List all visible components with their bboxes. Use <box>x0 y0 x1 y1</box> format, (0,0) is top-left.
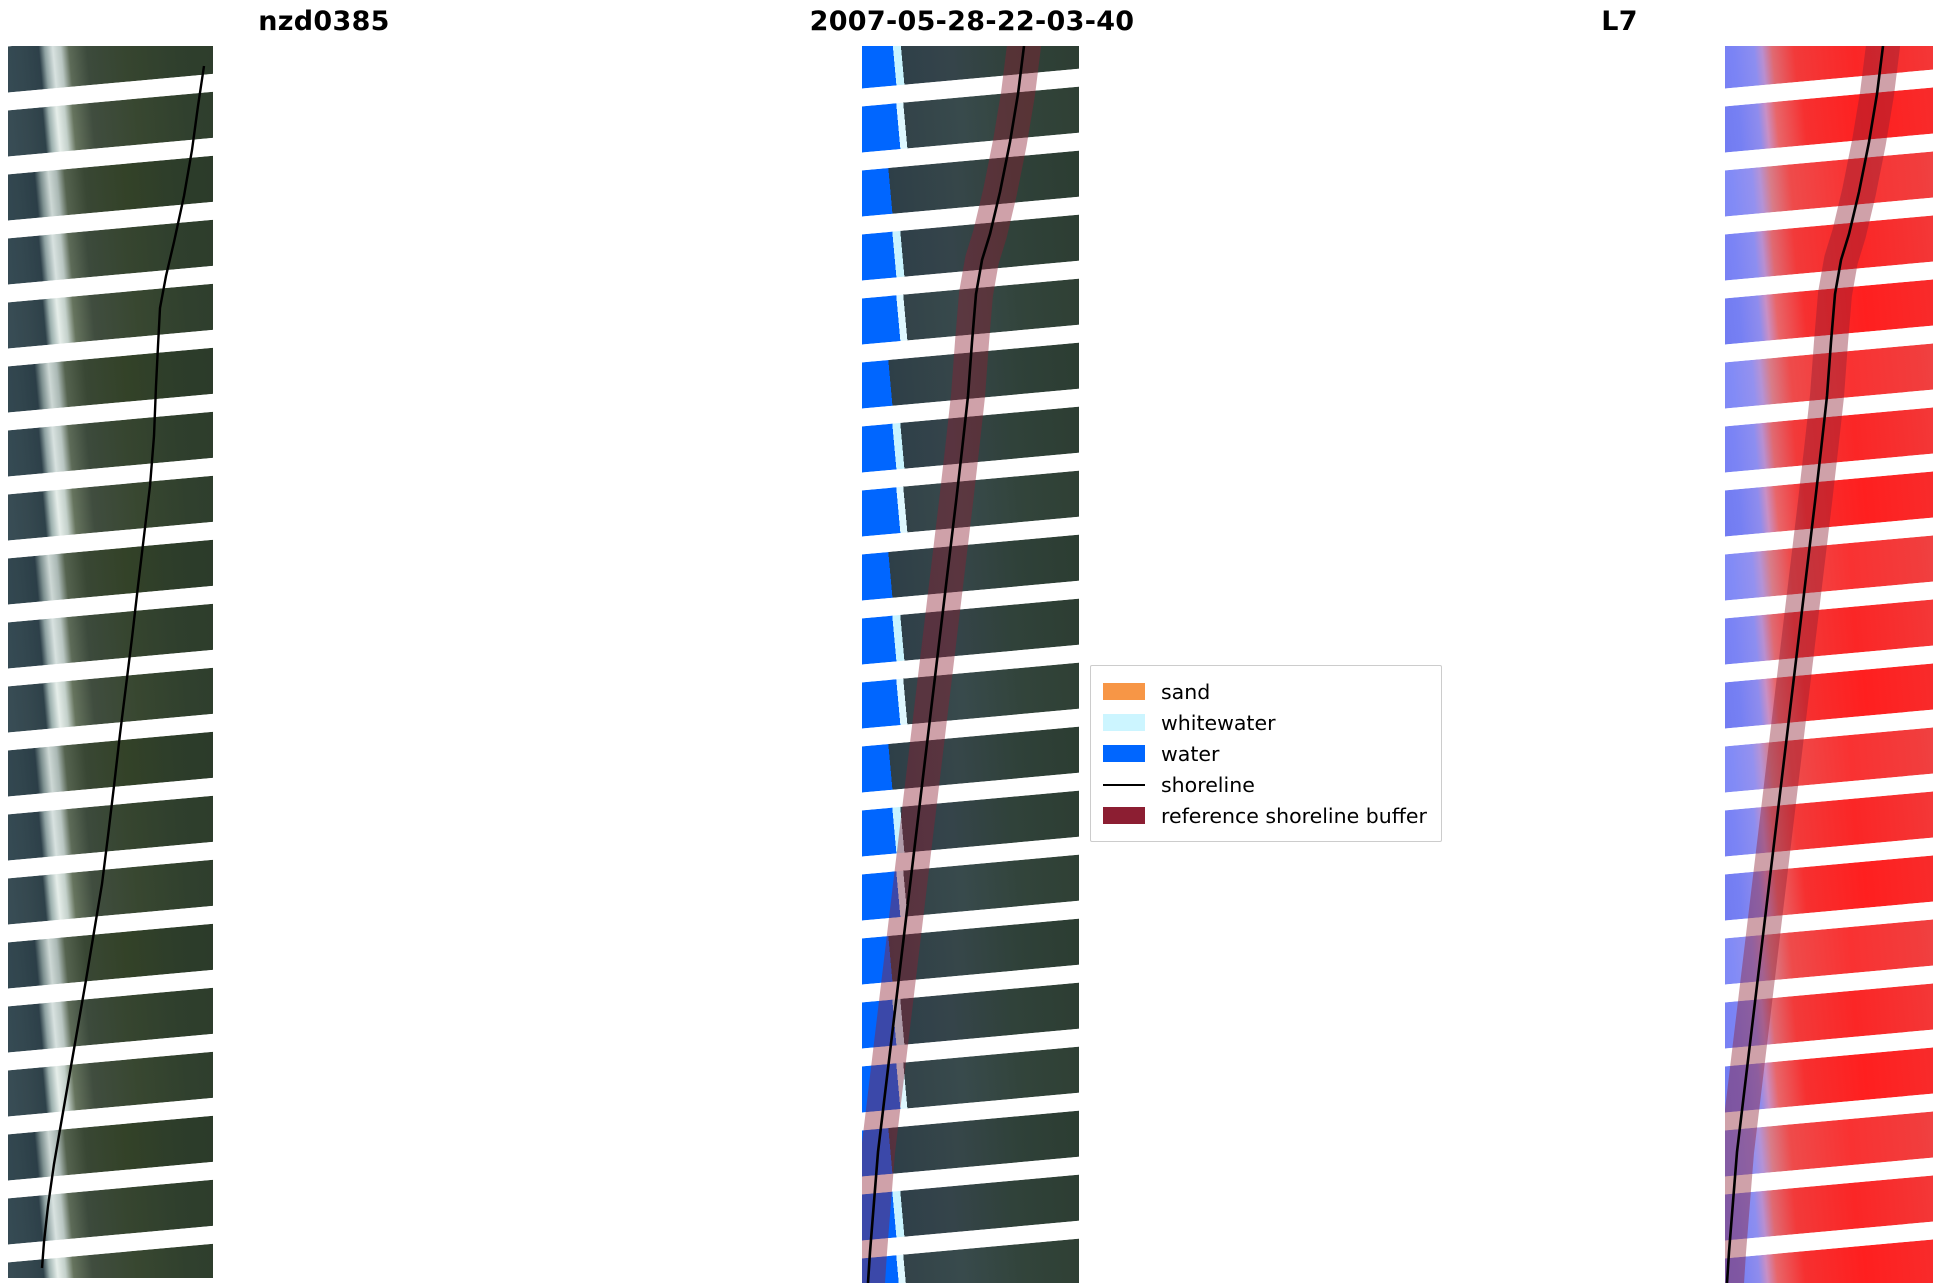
legend-item-whitewater <box>1103 707 1429 738</box>
legend-item-water <box>1103 738 1429 769</box>
legend-label-water: water <box>1161 741 1220 766</box>
legend-swatch-water <box>1103 745 1145 762</box>
legend-swatch-reference-shoreline-buffer <box>1103 807 1145 824</box>
legend-item-sand <box>1103 676 1429 707</box>
legend-label-whitewater: whitewater <box>1161 710 1276 735</box>
legend <box>1090 665 1442 842</box>
axes-index-image <box>1725 46 1933 1283</box>
legend-swatch-sand <box>1103 683 1145 700</box>
index-strip-stack <box>1725 46 1933 1283</box>
panel-rgb-title: nzd0385 <box>258 6 390 37</box>
legend-label-reference-shoreline-buffer: reference shoreline buffer <box>1161 803 1427 828</box>
panel-index-title: L7 <box>1601 6 1638 37</box>
axes-rgb-image <box>8 46 213 1278</box>
axes-classification-image <box>862 46 1079 1283</box>
panel-classification-title: 2007-05-28-22-03-40 <box>809 6 1135 37</box>
legend-label-sand: sand <box>1161 679 1211 704</box>
legend-swatch-shoreline <box>1103 784 1145 786</box>
rgb-strip-stack <box>8 46 213 1278</box>
legend-item-shoreline <box>1103 769 1429 800</box>
legend-swatch-whitewater <box>1103 714 1145 731</box>
legend-item-reference-shoreline-buffer <box>1103 800 1429 831</box>
legend-label-shoreline: shoreline <box>1161 772 1255 797</box>
classification-strip-stack <box>862 46 1079 1283</box>
